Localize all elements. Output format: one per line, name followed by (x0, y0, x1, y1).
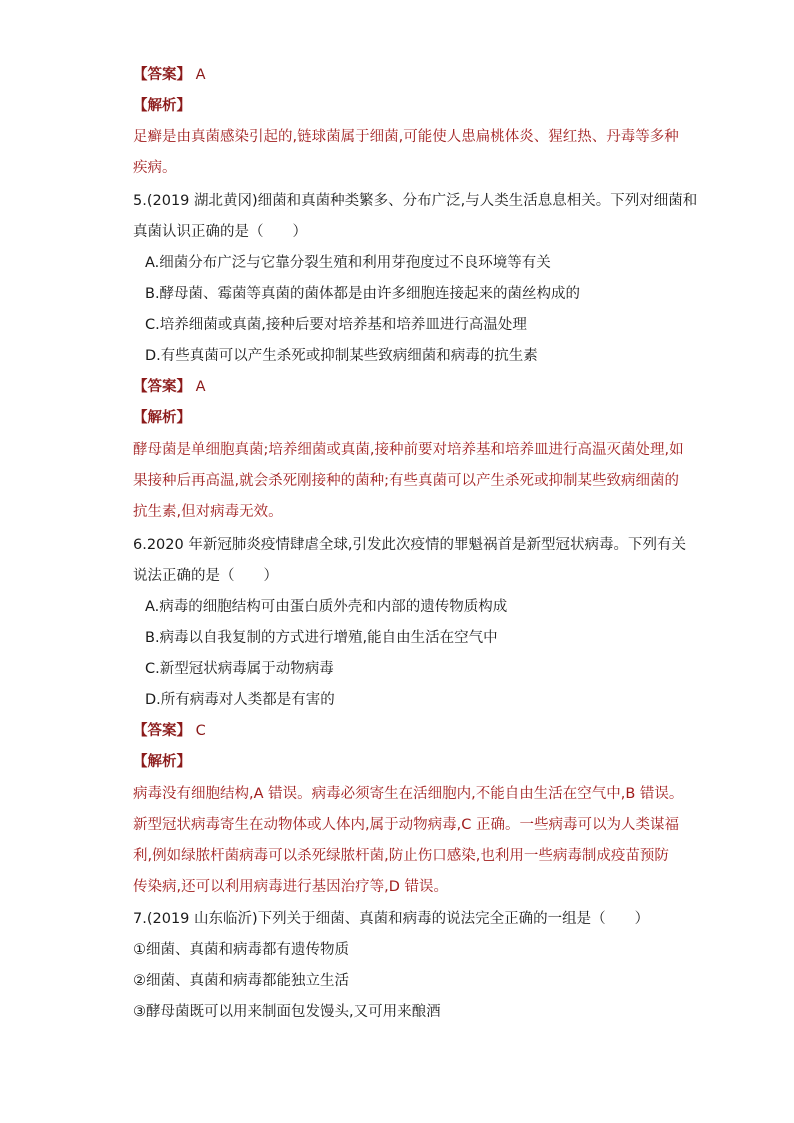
answer-label: 【答案】 (133, 379, 191, 395)
explanation-line: 足癣是由真菌感染引起的,链球菌属于细菌,可能使人患扁桃体炎、猩红热、丹毒等多种 (133, 129, 679, 145)
answer-line (133, 377, 206, 397)
answer-value: A (195, 379, 206, 395)
analysis-label: 【解析】 (133, 754, 191, 770)
explanation-line: 抗生素,但对病毒无效。 (133, 504, 283, 520)
option-b: B.酵母菌、霉菌等真菌的菌体都是由许多细胞连接起来的菌丝构成的 (145, 286, 581, 302)
explanation-line: 疾病。 (133, 160, 177, 176)
answer-label: 【答案】 (133, 723, 191, 739)
explanation-line: 果接种后再高温,就会杀死刚接种的菌种;有些真菌可以产生杀死或抑制某些致病细菌的 (133, 473, 679, 489)
answer-label: 【答案】 (133, 67, 191, 83)
analysis-label: 【解析】 (133, 98, 191, 114)
explanation-line: 新型冠状病毒寄生在动物体或人体内,属于动物病毒,C 正确。一些病毒可以为人类谋福 (133, 817, 679, 833)
answer-line (133, 721, 206, 741)
statement-3: ③酵母菌既可以用来制面包发馒头,又可用来酿酒 (133, 1004, 441, 1020)
statement-1: ①细菌、真菌和病毒都有遗传物质 (133, 942, 349, 958)
explanation-line: 传染病,还可以利用病毒进行基因治疗等,D 错误。 (133, 879, 448, 895)
option-d: D.所有病毒对人类都是有害的 (145, 692, 335, 708)
question-stem: 7.(2019 山东临沂)下列关于细菌、真菌和病毒的说法完全正确的一组是（ ） (133, 911, 650, 927)
option-b: B.病毒以自我复制的方式进行增殖,能自由生活在空气中 (145, 630, 498, 646)
statement-2: ②细菌、真菌和病毒都能独立生活 (133, 973, 349, 989)
option-c: C.新型冠状病毒属于动物病毒 (145, 661, 334, 677)
option-a: A.细菌分布广泛与它靠分裂生殖和利用芽孢度过不良环境等有关 (145, 255, 551, 271)
explanation-line: 病毒没有细胞结构,A 错误。病毒必须寄生在活细胞内,不能自由生活在空气中,B 错误。 (133, 786, 684, 802)
option-a: A.病毒的细胞结构可由蛋白质外壳和内部的遗传物质构成 (145, 599, 508, 615)
answer-value: A (195, 67, 206, 83)
option-c: C.培养细菌或真菌,接种后要对培养基和培养皿进行高温处理 (145, 317, 527, 333)
answer-value: C (195, 723, 206, 739)
option-d: D.有些真菌可以产生杀死或抑制某些致病细菌和病毒的抗生素 (145, 348, 538, 364)
question-stem: 真菌认识正确的是（ ） (133, 224, 307, 240)
question-stem: 5.(2019 湖北黄冈)细菌和真菌种类繁多、分布广泛,与人类生活息息相关。下列对细菌和 (133, 193, 698, 209)
analysis-label: 【解析】 (133, 410, 191, 426)
answer-line (133, 65, 206, 85)
explanation-line: 利,例如绿脓杆菌病毒可以杀死绿脓杆菌,防止伤口感染,也利用一些病毒制成疫苗预防 (133, 848, 669, 864)
explanation-line: 酵母菌是单细胞真菌;培养细菌或真菌,接种前要对培养基和培养皿进行高温灭菌处理,如 (133, 442, 684, 458)
question-stem: 6.2020 年新冠肺炎疫情肆虐全球,引发此次疫情的罪魁祸首是新型冠状病毒。下列有关 (133, 537, 686, 553)
question-stem: 说法正确的是（ ） (133, 568, 278, 584)
